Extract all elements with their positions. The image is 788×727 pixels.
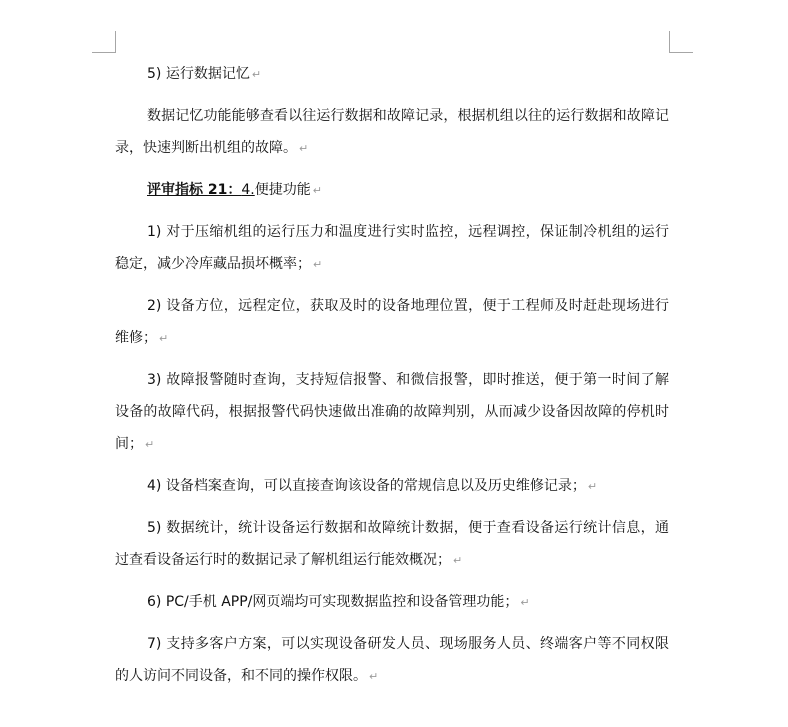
paragraph-text: 5) 运行数据记忆 [147, 66, 250, 82]
review-indicator-title: 便捷功能 [254, 182, 311, 198]
paragraph-text: 6) PC/手机 APP/网页端均可实现数据监控和设备管理功能； [147, 594, 519, 610]
paragraph-list-item-7[interactable] [115, 628, 669, 693]
margin-corner-top-right [669, 31, 670, 53]
document-body[interactable] [115, 58, 669, 693]
paragraph-mark-icon: ↵ [312, 184, 322, 197]
review-indicator-number: 4. [241, 182, 255, 198]
paragraph-mark-icon: ↵ [453, 554, 463, 567]
paragraph-mark-icon: ↵ [299, 142, 309, 155]
paragraph-mark-icon: ↵ [369, 670, 379, 683]
paragraph-mark-icon: ↵ [587, 480, 598, 493]
paragraph-list-item-2[interactable] [115, 290, 669, 355]
paragraph-text: 4) 设备档案查询，可以直接查询该设备的常规信息以及历史维修记录； [147, 478, 586, 494]
review-indicator-label: 评审指标 21： [147, 182, 242, 198]
margin-corner-top-left [115, 31, 116, 53]
paragraph-text: 3) 故障报警随时查询，支持短信报警、和微信报警，即时推送，便于第一时间了解设备的故障代码，根据报警代码快速做出准确的故障判别，从而减少设备因故障的停机时间； [115, 372, 669, 452]
paragraph-list-item-6[interactable] [115, 586, 669, 619]
paragraph-mark-icon: ↵ [520, 596, 530, 609]
paragraph-text: 2) 设备方位，远程定位，获取及时的设备地理位置，便于工程师及时赶赴现场进行维修； [115, 298, 669, 346]
paragraph-list-item-5[interactable] [115, 512, 669, 577]
paragraph-mark-icon: ↵ [159, 332, 169, 345]
paragraph-list-item-3[interactable] [115, 364, 669, 461]
paragraph-text: 5) 数据统计，统计设备运行数据和故障统计数据，便于查看设备运行统计信息，通过查看设备运行时的数据记录了解机组运行能效概况； [115, 520, 669, 568]
paragraph-list-item-4[interactable] [115, 470, 669, 503]
paragraph-text: 1) 对于压缩机组的运行压力和温度进行实时监控，远程调控，保证制冷机组的运行稳定，减少冷库藏品损坏概率； [115, 224, 669, 272]
paragraph-mark-icon: ↵ [313, 258, 323, 271]
paragraph-item-5-heading[interactable] [115, 58, 669, 91]
margin-corner-top-left [92, 52, 116, 53]
paragraph-data-memory[interactable] [115, 100, 669, 165]
paragraph-text: 7) 支持多客户方案，可以实现设备研发人员、现场服务人员、终端客户等不同权限的人访问不同设备，和不同的操作权限。 [115, 636, 669, 684]
paragraph-list-item-1[interactable] [115, 216, 669, 281]
paragraph-review-indicator[interactable] [115, 174, 669, 207]
margin-corner-top-right [669, 52, 693, 53]
paragraph-text: 数据记忆功能能够查看以往运行数据和故障记录，根据机组以往的运行数据和故障记录，快速判断出机组的故障。 [115, 108, 669, 156]
paragraph-mark-icon: ↵ [251, 68, 262, 81]
paragraph-mark-icon: ↵ [145, 438, 155, 451]
